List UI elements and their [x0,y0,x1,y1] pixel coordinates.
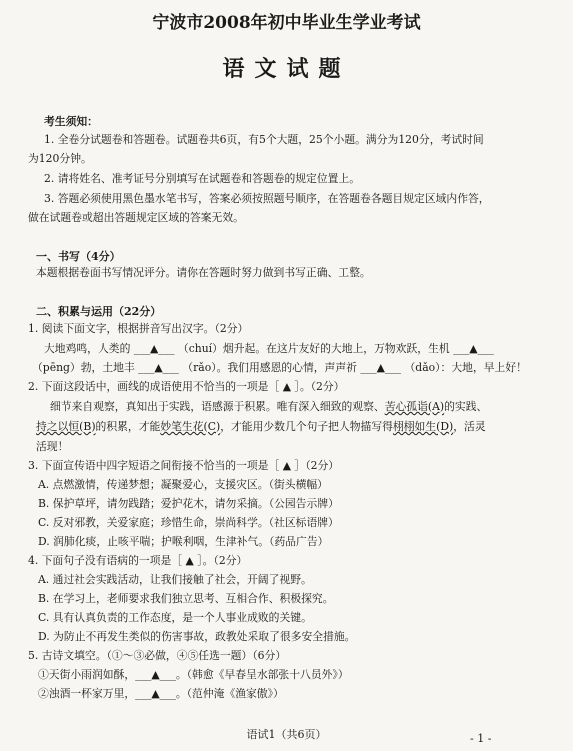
q4-option-d: D. 为防止不再发生类似的伤害事故，政教处采取了很多安全措施。 [38,630,356,643]
q3-option-a: A. 点燃激情，传递梦想；凝聚爱心，支援灾区。（街头横幅） [38,478,328,491]
footer-label: 语试1（共6页） [246,728,327,741]
q5-stem: 5. 古诗文填空。（①～③必做，④⑤任选一题）（6分） [28,649,287,662]
q2-line2 [36,420,486,434]
notice-item-1a: 1. 全卷分试题卷和答题卷。试题卷共6页，有5个大题，25个小题。满分为120分，考试时间 [44,133,484,146]
notice-item-2: 2. 请将姓名、准考证号分别填写在试题卷和答题卷的规定位置上。 [44,172,361,185]
q1-line2: （pēng）勃，土地丰 ___▲___ （rǎo）。我们用感恩的心情，声声祈 ___▲___ （dǎo）：大地，早上好！ [32,361,527,374]
exam-title: 宁波市2008年初中毕业生学业考试 [152,13,421,33]
q2-line1 [50,400,487,414]
q1-line1: 大地鸡鸣，人类的 ___▲___ （chuí）烟升起。在这片友好的大地上，万物欢跃，生机 ___▲___ [44,342,494,355]
idiom-b: 持之以恒(B) [36,420,96,433]
section1-heading: 一、书写（4分） [36,250,121,263]
q2-line2-text-d: ，才能用少数几个句子把人物描写得 [220,420,393,433]
page-number: - 1 - [470,732,492,745]
q2-line2-text-f: ，活灵 [453,420,486,433]
notice-item-3b: 做在试题卷或超出答题规定区域的答案无效。 [28,211,244,224]
q4-option-a: A. 通过社会实践活动，让我们接触了社会，开阔了视野。 [38,573,312,586]
q2-line2-text-b: 的积累，才能 [95,420,161,433]
section1-text: 本题根据卷面书写情况评分。请你在答题时努力做到书写正确、工整。 [36,266,371,279]
q3-stem: 3. 下面宣传语中四字短语之间衔接不恰当的一项是［ ▲ ］（2分） [28,459,340,472]
q3-option-c: C. 反对邪教，关爱家庭；珍惜生命，崇尚科学。（社区标语牌） [38,516,339,529]
q4-stem: 4. 下面句子没有语病的一项是［ ▲ ］。（2分） [28,554,248,567]
q2-stem: 2. 下面这段话中，画线的成语使用不恰当的一项是［ ▲ ］。（2分） [28,380,345,393]
notice-heading: 考生须知： [44,115,98,128]
q2-line1-text-a: 细节来自观察，真知出于实践，语感源于积累。唯有深入细致的观察、 [50,400,385,413]
notice-item-3a: 3. 答题必须使用黑色墨水笔书写，答案必须按照题号顺序，在答题卷各题目规定区域内作答， [44,192,490,205]
idiom-c: 妙笔生花(C) [160,420,221,433]
q3-option-d: D. 润肺化痰，止咳平喘；护喉利咽，生津补气。（药品广告） [38,535,329,548]
q3-option-b: B. 保护草坪，请勿践踏；爱护花木，请勿采摘。（公园告示牌） [38,497,339,510]
q4-option-c: C. 具有认真负责的工作态度，是一个人事业成败的关键。 [38,611,312,624]
paper-title: 语文试题 [222,56,351,82]
q1-stem: 1. 阅读下面文字，根据拼音写出汉字。（2分） [28,322,249,335]
section2-heading: 二、积累与运用（22分） [36,305,162,318]
idiom-a: 苦心孤诣(A) [384,400,445,413]
q2-line1-text-c: 的实践、 [444,400,488,413]
q5-line2: ②浊酒一杯家万里，___▲___。（范仲淹《渔家傲》） [38,687,284,700]
q5-line1: ①天街小雨润如酥，___▲___。（韩愈《早春呈水部张十八员外》） [38,668,349,681]
q4-option-b: B. 在学习上，老师要求我们独立思考、互相合作、积极探究。 [38,592,334,605]
idiom-d: 栩栩如生(D) [392,420,454,433]
notice-item-1b: 为120分钟。 [28,152,92,165]
q2-line3: 活现！ [36,440,69,453]
